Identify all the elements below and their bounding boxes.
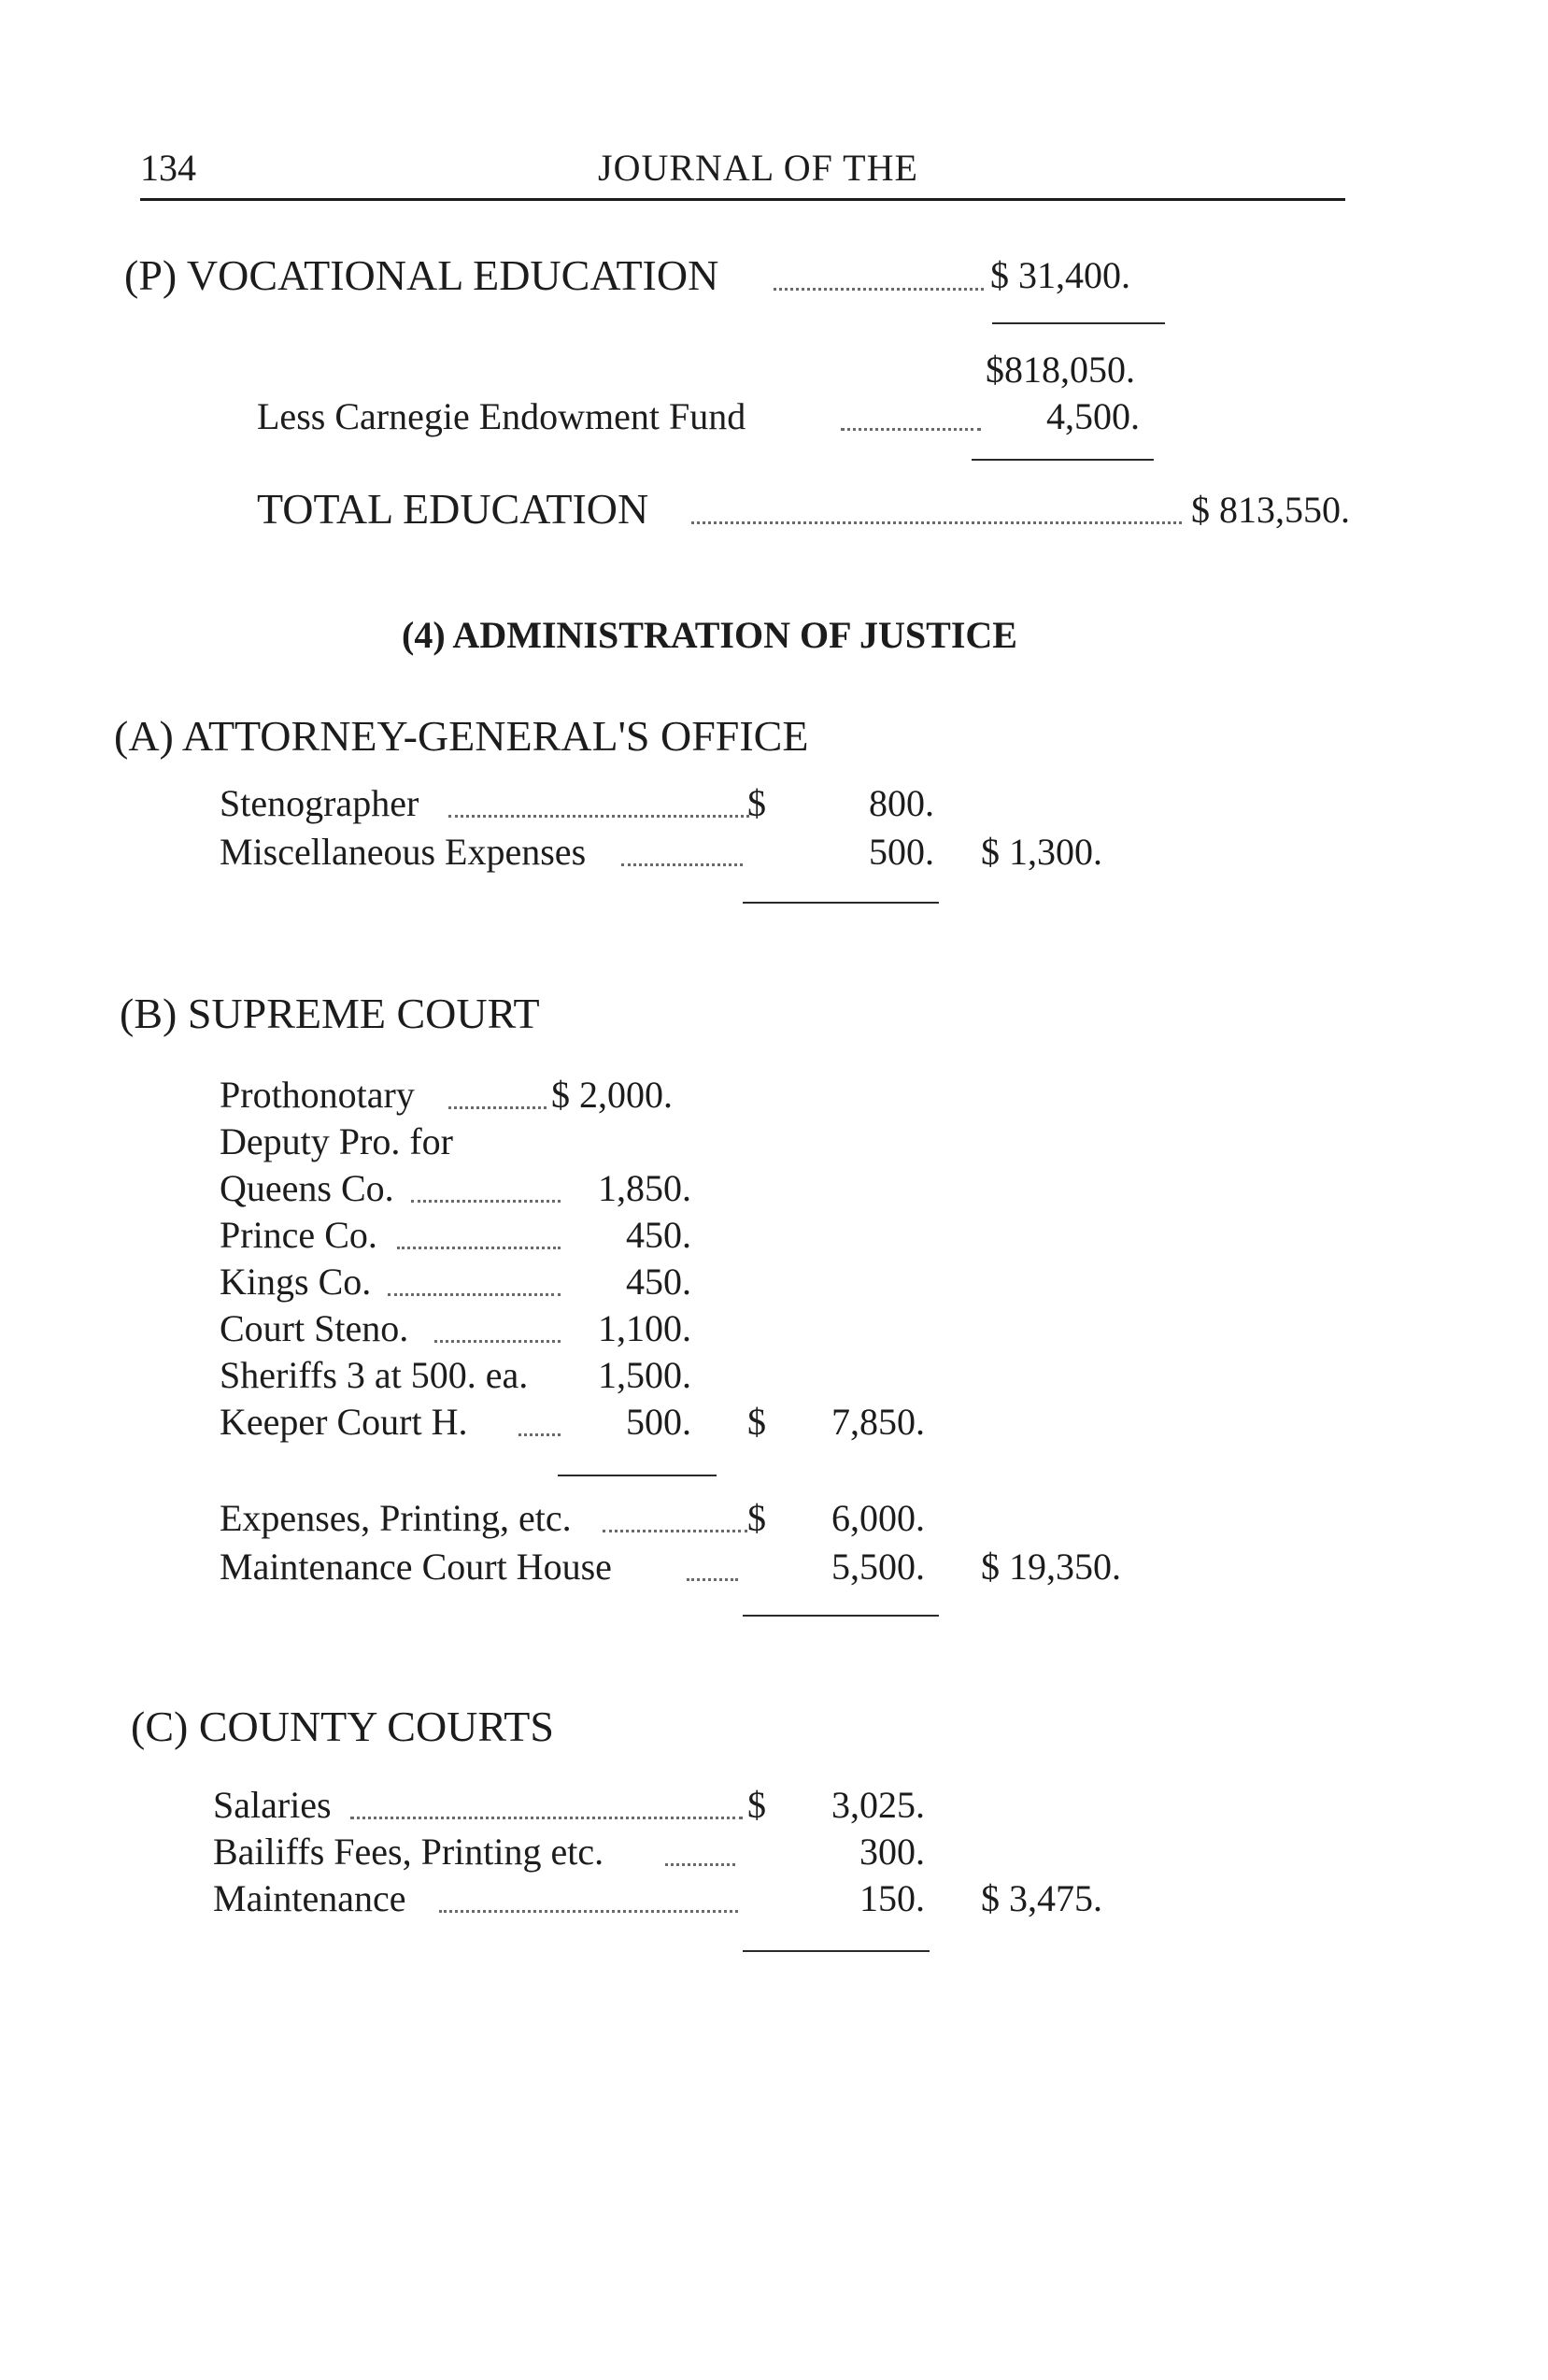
sum-rule (992, 322, 1165, 324)
leader-dots (687, 1578, 738, 1581)
prince-co-label: Prince Co. (220, 1214, 377, 1256)
sum-rule (972, 459, 1154, 461)
bailiffs-fees-amount: 300. (859, 1831, 925, 1873)
header-rule (140, 198, 1345, 201)
stenographer-dollar: $ (747, 782, 766, 824)
expenses-printing-label: Expenses, Printing, etc. (220, 1497, 572, 1539)
leader-dots (439, 1910, 738, 1913)
leader-dots (665, 1863, 735, 1866)
leader-dots (621, 863, 743, 866)
bailiffs-fees-label: Bailiffs Fees, Printing etc. (213, 1831, 604, 1873)
leader-dots (397, 1247, 561, 1249)
attorney-heading: (A) ATTORNEY-GENERAL'S OFFICE (114, 712, 809, 760)
queens-co-amount: 1,850. (598, 1167, 691, 1209)
court-steno-amount: 1,100. (598, 1307, 691, 1349)
county-total: $ 3,475. (981, 1877, 1102, 1919)
misc-expenses-amount: 500. (869, 831, 934, 873)
total-education-label: TOTAL EDUCATION (257, 485, 649, 533)
prothonotary-label: Prothonotary (220, 1074, 415, 1116)
supreme-subtotal: 7,850. (831, 1401, 925, 1443)
maintenance-amount: 150. (859, 1877, 925, 1919)
stenographer-amount: 800. (869, 782, 934, 824)
salaries-label: Salaries (213, 1784, 332, 1826)
maintenance-label: Maintenance (213, 1877, 406, 1919)
sheriffs-amount: 1,500. (598, 1354, 691, 1396)
queens-co-label: Queens Co. (220, 1167, 394, 1209)
maintenance-court-house-amount: 5,500. (831, 1546, 925, 1588)
sum-rule (743, 902, 939, 904)
page-number: 134 (140, 147, 196, 189)
leader-dots (841, 428, 981, 431)
expenses-printing-amount: 6,000. (831, 1497, 925, 1539)
sum-rule (743, 1615, 939, 1617)
vocational-education-amount: $ 31,400. (990, 254, 1130, 296)
supreme-subtotal-dollar: $ (747, 1401, 766, 1443)
keeper-court-label: Keeper Court H. (220, 1401, 468, 1443)
leader-dots (411, 1200, 561, 1203)
supreme-total: $ 19,350. (981, 1546, 1121, 1588)
leader-dots (518, 1433, 561, 1436)
total-education-amount: $ 813,550. (1191, 489, 1350, 531)
vocational-education-label: (P) VOCATIONAL EDUCATION (124, 251, 719, 299)
prothonotary-amount: $ 2,000. (551, 1074, 673, 1116)
leader-dots (388, 1293, 561, 1296)
sum-rule (558, 1475, 717, 1476)
education-subtotal: $818,050. (986, 349, 1135, 391)
leader-dots (774, 288, 984, 291)
supreme-court-heading: (B) SUPREME COURT (120, 990, 540, 1037)
salaries-amount: 3,025. (831, 1784, 925, 1826)
deputy-pro-label: Deputy Pro. for (220, 1120, 453, 1162)
attorney-total: $ 1,300. (981, 831, 1102, 873)
running-title: JOURNAL OF THE (598, 147, 918, 189)
leader-dots (448, 815, 749, 818)
carnegie-fund-label: Less Carnegie Endowment Fund (257, 395, 746, 437)
leader-dots (350, 1817, 743, 1819)
keeper-court-amount: 500. (626, 1401, 691, 1443)
county-courts-heading: (C) COUNTY COURTS (131, 1703, 554, 1750)
court-steno-label: Court Steno. (220, 1307, 409, 1349)
leader-dots (691, 521, 1182, 524)
salaries-dollar: $ (747, 1784, 766, 1826)
leader-dots (448, 1106, 547, 1109)
leader-dots (603, 1530, 747, 1532)
leader-dots (434, 1340, 561, 1343)
stenographer-label: Stenographer (220, 782, 419, 824)
kings-co-amount: 450. (626, 1261, 691, 1303)
maintenance-court-house-label: Maintenance Court House (220, 1546, 612, 1588)
misc-expenses-label: Miscellaneous Expenses (220, 831, 587, 873)
sheriffs-label: Sheriffs 3 at 500. ea. (220, 1354, 529, 1396)
carnegie-fund-amount: 4,500. (1046, 395, 1140, 437)
justice-heading: (4) ADMINISTRATION OF JUSTICE (402, 614, 1017, 656)
prince-co-amount: 450. (626, 1214, 691, 1256)
sum-rule (743, 1950, 930, 1952)
kings-co-label: Kings Co. (220, 1261, 372, 1303)
expenses-printing-dollar: $ (747, 1497, 766, 1539)
